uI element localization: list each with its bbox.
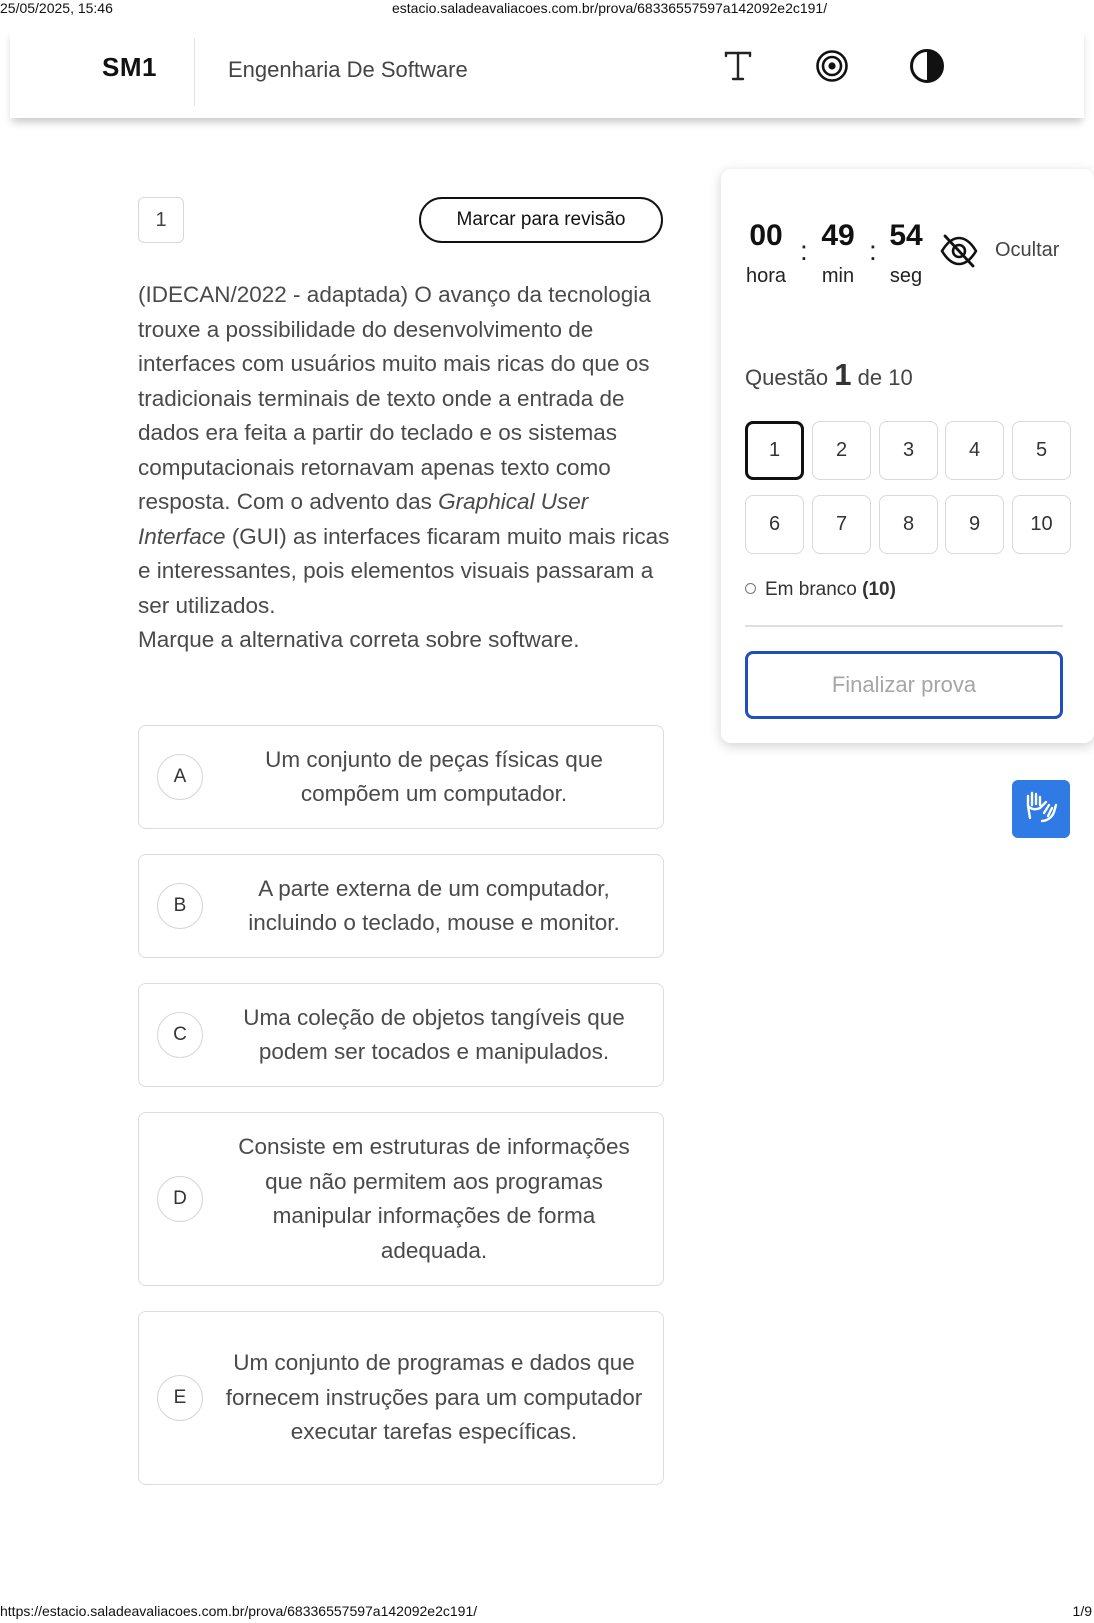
question-nav-button-3[interactable]: 3 xyxy=(879,421,938,480)
option-text: Um conjunto de programas e dados que fornecem instruções para um computador executar tarefas específicas. xyxy=(225,1350,643,1445)
option-text: Um conjunto de peças físicas que compõem um computador. xyxy=(265,746,603,806)
statement-italic: Graphical User Interface xyxy=(138,489,589,549)
timer-seconds-label: seg xyxy=(889,265,923,287)
brand-logo: SM1 xyxy=(102,52,157,82)
question-nav-button-2[interactable]: 2 xyxy=(812,421,871,480)
circle-icon xyxy=(745,583,756,594)
eye-off-icon xyxy=(939,231,979,276)
timer-separator: : xyxy=(869,235,877,266)
contrast-icon[interactable] xyxy=(907,46,947,86)
statement-text-1: (IDECAN/2022 - adaptada) O avanço da tecnologia trouxe a possibilidade do desenvolvimento de interfaces com usuários muito mais ricas do que os tradicionais terminais de texto onde a entrada de dados era feita a partir do teclado e os sistemas computacionais retornavam apenas texto como resposta. Com o advento das xyxy=(138,282,651,514)
question-counter-current: 1 xyxy=(834,357,852,392)
question-number-badge: 1 xyxy=(138,197,184,243)
timer-hours-label: hora xyxy=(745,265,787,287)
mark-for-review-button[interactable]: Marcar para revisão xyxy=(419,197,663,243)
timer-hours: 00 xyxy=(749,219,783,252)
panel-divider xyxy=(745,625,1063,627)
finish-exam-button[interactable]: Finalizar prova xyxy=(745,651,1063,719)
header-divider xyxy=(194,38,195,106)
question-counter-suffix: de 10 xyxy=(857,365,913,390)
timer-seconds: 54 xyxy=(889,219,923,252)
timer-minutes-label: min xyxy=(821,265,855,287)
option-letter: E xyxy=(157,1375,203,1421)
option-letter: C xyxy=(157,1012,203,1058)
course-title: Engenharia De Software xyxy=(228,57,468,82)
legend-label: Em branco xyxy=(765,579,857,600)
question-nav-button-7[interactable]: 7 xyxy=(812,495,871,554)
option-letter: B xyxy=(157,883,203,929)
print-top-url: estacio.saladeavaliacoes.com.br/prova/68336557597a142092e2c191/ xyxy=(392,0,828,16)
statement-text-2: (GUI) as interfaces ficaram muito mais ricas e interessantes, pois elementos visuais passaram a ser utilizados. xyxy=(138,523,670,618)
option-c[interactable] xyxy=(138,983,664,1087)
question-statement xyxy=(138,278,670,658)
exam-side-panel xyxy=(721,169,1094,743)
option-text: A parte externa de um computador, incluindo o teclado, mouse e monitor. xyxy=(248,875,620,935)
option-letter: A xyxy=(157,754,203,800)
print-page-number: 1/9 xyxy=(1072,1603,1092,1619)
text-size-icon[interactable] xyxy=(718,46,758,86)
top-bar xyxy=(10,28,1084,118)
sign-language-icon xyxy=(1022,788,1060,831)
unanswered-legend xyxy=(745,579,896,601)
question-nav-button-6[interactable]: 6 xyxy=(745,495,804,554)
question-nav-button-9[interactable]: 9 xyxy=(945,495,1004,554)
statement-instruction: Marque a alternativa correta sobre software. xyxy=(138,627,580,652)
print-bottom-url: https://estacio.saladeavaliacoes.com.br/prova/68336557597a142092e2c191/ xyxy=(0,1603,478,1619)
timer-minutes: 49 xyxy=(821,219,855,252)
option-text: Consiste em estruturas de informações que não permitem aos programas manipular informações de forma adequada. xyxy=(238,1134,630,1263)
option-b[interactable] xyxy=(138,854,664,958)
sign-language-button[interactable] xyxy=(1012,780,1070,838)
legend-count: (10) xyxy=(862,579,896,600)
question-nav-button-5[interactable]: 5 xyxy=(1012,421,1071,480)
print-datetime: 25/05/2025, 15:46 xyxy=(0,0,113,16)
option-e[interactable] xyxy=(138,1311,664,1485)
option-a[interactable] xyxy=(138,725,664,829)
hide-timer-button[interactable] xyxy=(939,231,1089,271)
print-footer xyxy=(0,1603,1094,1623)
timer-separator: : xyxy=(800,235,808,266)
question-counter xyxy=(745,357,913,393)
question-nav-button-4[interactable]: 4 xyxy=(945,421,1004,480)
option-text: Uma coleção de objetos tangíveis que podem ser tocados e manipulados. xyxy=(243,1004,625,1064)
question-nav-button-8[interactable]: 8 xyxy=(879,495,938,554)
question-nav-button-1[interactable]: 1 xyxy=(745,421,804,480)
target-icon[interactable] xyxy=(812,46,852,86)
option-d[interactable] xyxy=(138,1112,664,1286)
question-counter-prefix: Questão xyxy=(745,365,829,390)
option-letter: D xyxy=(157,1176,203,1222)
question-nav-button-10[interactable]: 10 xyxy=(1012,495,1071,554)
hide-timer-label: Ocultar xyxy=(995,239,1060,261)
print-header xyxy=(0,0,1094,18)
